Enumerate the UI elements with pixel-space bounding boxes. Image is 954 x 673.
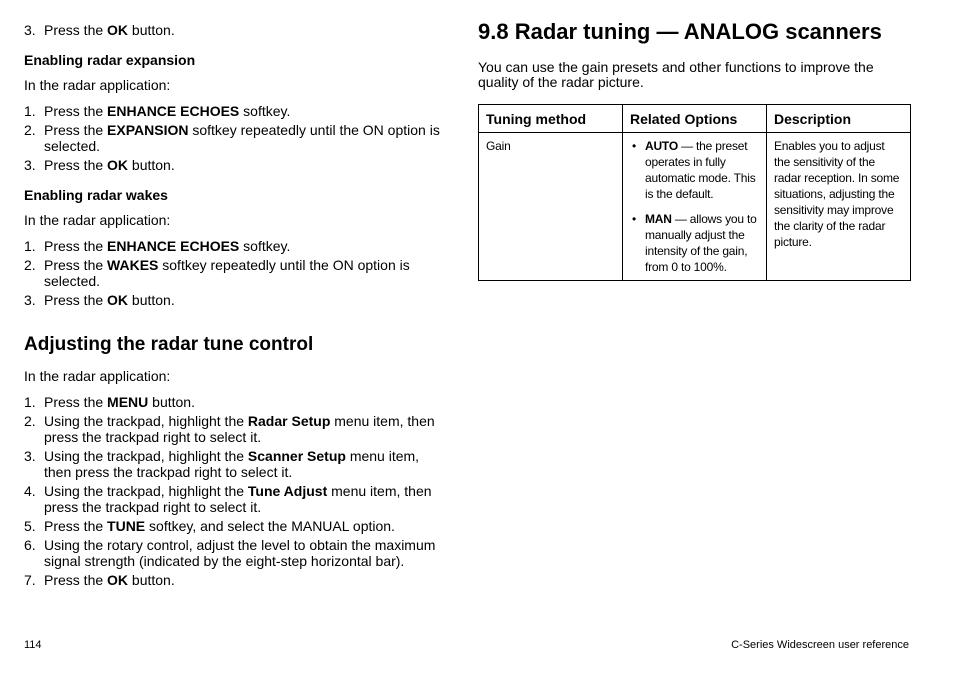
steps-continued — [24, 22, 450, 38]
table-header-row — [479, 105, 911, 133]
cell-related-options — [623, 133, 767, 281]
tune-steps — [24, 394, 450, 588]
step-item: 2. Press the WAKES softkey repeatedly until the ON option is selected. — [24, 257, 410, 289]
heading-enabling-expansion: Enabling radar expansion — [24, 52, 196, 68]
option-item: • AUTO — the preset operates in fully automatic mode. This is the default. — [632, 139, 756, 201]
step-item: 3. Using the trackpad, highlight the Scanner Setup menu item, then press the trackpad right to select it. — [24, 448, 420, 480]
section-title-tune-control: Adjusting the radar tune control — [24, 334, 314, 355]
option-item: • MAN — allows you to manually adjust the intensity of the gain, from 0 to 100%. — [632, 212, 757, 274]
header-related-options: Related Options — [623, 105, 767, 133]
heading-enabling-wakes: Enabling radar wakes — [24, 187, 168, 203]
step-item: 3. Press the OK button. — [24, 157, 175, 173]
tuning-table — [478, 104, 911, 281]
page-number: 114 — [24, 639, 42, 651]
step-item: 2. Press the EXPANSION softkey repeatedly until the ON option is selected. — [24, 122, 440, 154]
step-item: 6. Using the rotary control, adjust the level to obtain the maximum signal strength (indicated by the eight-step horizontal bar). — [24, 537, 436, 569]
chapter-intro: You can use the gain presets and other functions to improve the quality of the radar picture. — [478, 59, 874, 90]
header-tuning-method: Tuning method — [479, 105, 623, 133]
left-column — [24, 22, 450, 591]
step-item: 3. Press the OK button. — [24, 22, 175, 38]
header-description: Description — [767, 105, 911, 133]
cell-tuning-method: Gain — [479, 133, 623, 281]
step-item: 1. Press the ENHANCE ECHOES softkey. — [24, 238, 291, 254]
cell-description: Enables you to adjust the sensitivity of the radar reception. In some situations, adjusting the sensitivity may improve the clarity of the radar picture. — [767, 133, 911, 281]
step-item: 7. Press the OK button. — [24, 572, 175, 588]
step-item: 4. Using the trackpad, highlight the Tune Adjust menu item, then press the trackpad right to select it. — [24, 483, 432, 515]
wakes-intro: In the radar application: — [24, 212, 171, 228]
step-item: 1. Press the MENU button. — [24, 394, 195, 410]
step-item: 2. Using the trackpad, highlight the Radar Setup menu item, then press the trackpad right to select it. — [24, 413, 435, 445]
step-item: 3. Press the OK button. — [24, 292, 175, 308]
step-item: 5. Press the TUNE softkey, and select the MANUAL option. — [24, 518, 395, 534]
expansion-steps — [24, 103, 450, 173]
step-item: 1. Press the ENHANCE ECHOES softkey. — [24, 103, 291, 119]
right-column — [478, 18, 910, 281]
document-title: C-Series Widescreen user reference — [731, 639, 909, 651]
tune-intro: In the radar application: — [24, 368, 171, 384]
wakes-steps — [24, 238, 450, 308]
table-row — [479, 133, 911, 281]
expansion-intro: In the radar application: — [24, 77, 171, 93]
chapter-title: 9.8 Radar tuning — ANALOG scanners — [478, 19, 882, 44]
options-list — [630, 138, 759, 275]
